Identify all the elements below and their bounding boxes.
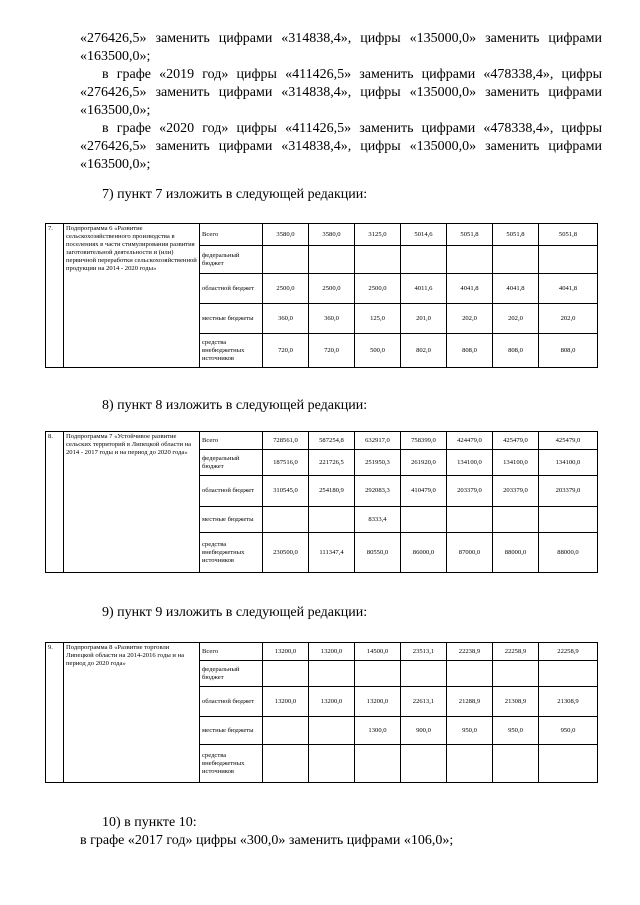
item-number: 9. [46,643,64,783]
amount-cell [309,661,355,687]
amount-cell: 13200,0 [355,687,401,717]
amount-cell: 4041,8 [539,274,598,304]
section-heading-9: 9) пункт 9 изложить в следующей редакции: [102,605,368,620]
amount-cell: 22258,9 [539,643,598,661]
amount-cell [539,246,598,274]
amount-cell: 134100,0 [493,450,539,476]
amount-cell [263,745,309,783]
amount-cell: 221726,5 [309,450,355,476]
amount-cell: 360,0 [309,304,355,334]
funding-source: федеральный бюджет [200,661,263,687]
funding-source: областной бюджет [200,274,263,304]
amount-cell: 758399,0 [401,432,447,450]
amount-cell: 2500,0 [309,274,355,304]
amount-cell: 728561,0 [263,432,309,450]
amount-cell: 808,0 [493,334,539,368]
amount-cell: 22258,9 [493,643,539,661]
amount-cell [401,745,447,783]
amount-cell [401,661,447,687]
section-heading-8: 8) пункт 8 изложить в следующей редакции: [102,398,368,413]
amount-cell: 587254,8 [309,432,355,450]
amount-cell: 310545,0 [263,476,309,507]
funding-source: местные бюджеты [200,507,263,533]
funding-source: областной бюджет [200,687,263,717]
amount-cell [263,246,309,274]
paragraph-2019: в графе «2019 год» цифры «411426,5» заменить цифрами «478338,4», цифры «276426,5» заменить цифрами «314838,4», цифры «135000,0» заменить цифрами «163500,0»; [80,67,602,118]
amount-cell: 802,0 [401,334,447,368]
funding-source: Всего [200,643,263,661]
budget-table-program-8 [45,642,598,783]
program-name: Подпрограмма 7 «Устойчивое развитие сельских территорий в Липецкой области на 2014 - 2017 годы и на период до 2020 года» [64,432,200,573]
amount-cell: 111347,4 [309,533,355,573]
amount-cell: 3580,0 [309,224,355,246]
amount-cell: 13200,0 [263,687,309,717]
amount-cell [309,745,355,783]
funding-source: Всего [200,432,263,450]
amount-cell [447,246,493,274]
funding-source: средства внебюджетных источников [200,533,263,573]
amount-cell: 410479,0 [401,476,447,507]
amount-cell [493,507,539,533]
amount-cell: 203379,0 [493,476,539,507]
amount-cell [493,745,539,783]
amount-cell [355,745,401,783]
amount-cell: 201,0 [401,304,447,334]
amount-cell [401,246,447,274]
budget-row [46,643,598,661]
amount-cell: 5051,8 [539,224,598,246]
amount-cell: 292083,3 [355,476,401,507]
amount-cell: 230500,0 [263,533,309,573]
amount-cell: 22238,9 [447,643,493,661]
item-number: 7. [46,224,64,368]
amount-cell: 720,0 [263,334,309,368]
amount-cell [539,507,598,533]
amount-cell [263,661,309,687]
amount-cell: 360,0 [263,304,309,334]
amount-cell: 950,0 [539,717,598,745]
amount-cell: 5051,8 [493,224,539,246]
amount-cell: 203379,0 [539,476,598,507]
section-heading-10: 10) в пункте 10: [102,815,197,830]
funding-source: средства внебюджетных источников [200,745,263,783]
amount-cell: 425479,0 [493,432,539,450]
amount-cell: 424479,0 [447,432,493,450]
amount-cell: 254180,9 [309,476,355,507]
amount-cell: 202,0 [493,304,539,334]
item-number: 8. [46,432,64,573]
amount-cell: 187516,0 [263,450,309,476]
amount-cell: 80550,0 [355,533,401,573]
amount-cell: 88000,0 [493,533,539,573]
amount-cell: 203379,0 [447,476,493,507]
funding-source: федеральный бюджет [200,450,263,476]
amount-cell: 13200,0 [309,687,355,717]
amount-cell: 22613,1 [401,687,447,717]
amount-cell: 3125,0 [355,224,401,246]
amount-cell: 125,0 [355,304,401,334]
amount-cell: 4041,8 [447,274,493,304]
amount-cell [263,507,309,533]
program-name: Подпрограмма 6 «Развитие сельскохозяйственного производства в поселениях в части стимулирования развития заготовительной деятельности и (или) первичной переработки сельскохозяйственной продукции на 2014 - 2020 годы» [64,224,200,368]
paragraph-2017: в графе «2017 год» цифры «300,0» заменить цифрами «106,0»; [80,833,454,848]
amount-cell: 86000,0 [401,533,447,573]
amount-cell [355,246,401,274]
funding-source: областной бюджет [200,476,263,507]
amount-cell: 21288,9 [447,687,493,717]
amount-cell: 88000,0 [539,533,598,573]
program-name: Подпрограмма 8 «Развитие торговли Липецкой области на 2014-2016 годы и на период до 2020 года» [64,643,200,783]
amount-cell: 14500,0 [355,643,401,661]
amount-cell: 808,0 [447,334,493,368]
amount-cell: 261920,0 [401,450,447,476]
amount-cell: 202,0 [539,304,598,334]
amount-cell: 202,0 [447,304,493,334]
amount-cell [447,745,493,783]
funding-source: местные бюджеты [200,304,263,334]
funding-source: средства внебюджетных источников [200,334,263,368]
amount-cell [539,745,598,783]
amount-cell: 2500,0 [263,274,309,304]
amount-cell: 425479,0 [539,432,598,450]
amount-cell: 134100,0 [447,450,493,476]
amount-cell: 950,0 [493,717,539,745]
amount-cell: 4011,6 [401,274,447,304]
amount-cell [309,507,355,533]
amount-cell: 8333,4 [355,507,401,533]
amount-cell [401,507,447,533]
budget-row [46,432,598,450]
paragraph-2020: в графе «2020 год» цифры «411426,5» заменить цифрами «478338,4», цифры «276426,5» заменить цифрами «314838,4», цифры «135000,0» заменить цифрами «163500,0»; [80,121,602,172]
amount-cell [493,661,539,687]
amount-cell: 87000,0 [447,533,493,573]
amount-cell: 720,0 [309,334,355,368]
budget-table-program-6 [45,223,598,368]
amount-cell [309,246,355,274]
amount-cell [355,661,401,687]
amount-cell: 251950,3 [355,450,401,476]
amount-cell: 21308,9 [493,687,539,717]
budget-table-program-7 [45,431,598,573]
amount-cell: 134100,0 [539,450,598,476]
amount-cell: 1300,0 [355,717,401,745]
amount-cell: 900,0 [401,717,447,745]
amount-cell: 2500,0 [355,274,401,304]
amount-cell [493,246,539,274]
amount-cell: 4041,8 [493,274,539,304]
amount-cell: 5051,8 [447,224,493,246]
amount-cell: 808,0 [539,334,598,368]
amount-cell: 13200,0 [263,643,309,661]
funding-source: местные бюджеты [200,717,263,745]
section-heading-7: 7) пункт 7 изложить в следующей редакции: [102,187,368,202]
amount-cell: 23513,1 [401,643,447,661]
funding-source: Всего [200,224,263,246]
funding-source: федеральный бюджет [200,246,263,274]
budget-row [46,224,598,246]
amount-cell: 500,0 [355,334,401,368]
amount-cell [309,717,355,745]
amount-cell: 3580,0 [263,224,309,246]
amount-cell: 13200,0 [309,643,355,661]
amount-cell [447,507,493,533]
amount-cell [263,717,309,745]
amount-cell [539,661,598,687]
paragraph-continuation: «276426,5» заменить цифрами «314838,4», цифры «135000,0» заменить цифрами «163500,0»; [80,31,602,64]
amount-cell: 5014,6 [401,224,447,246]
amount-cell: 21308,9 [539,687,598,717]
amount-cell: 950,0 [447,717,493,745]
amount-cell [447,661,493,687]
amount-cell: 632917,0 [355,432,401,450]
